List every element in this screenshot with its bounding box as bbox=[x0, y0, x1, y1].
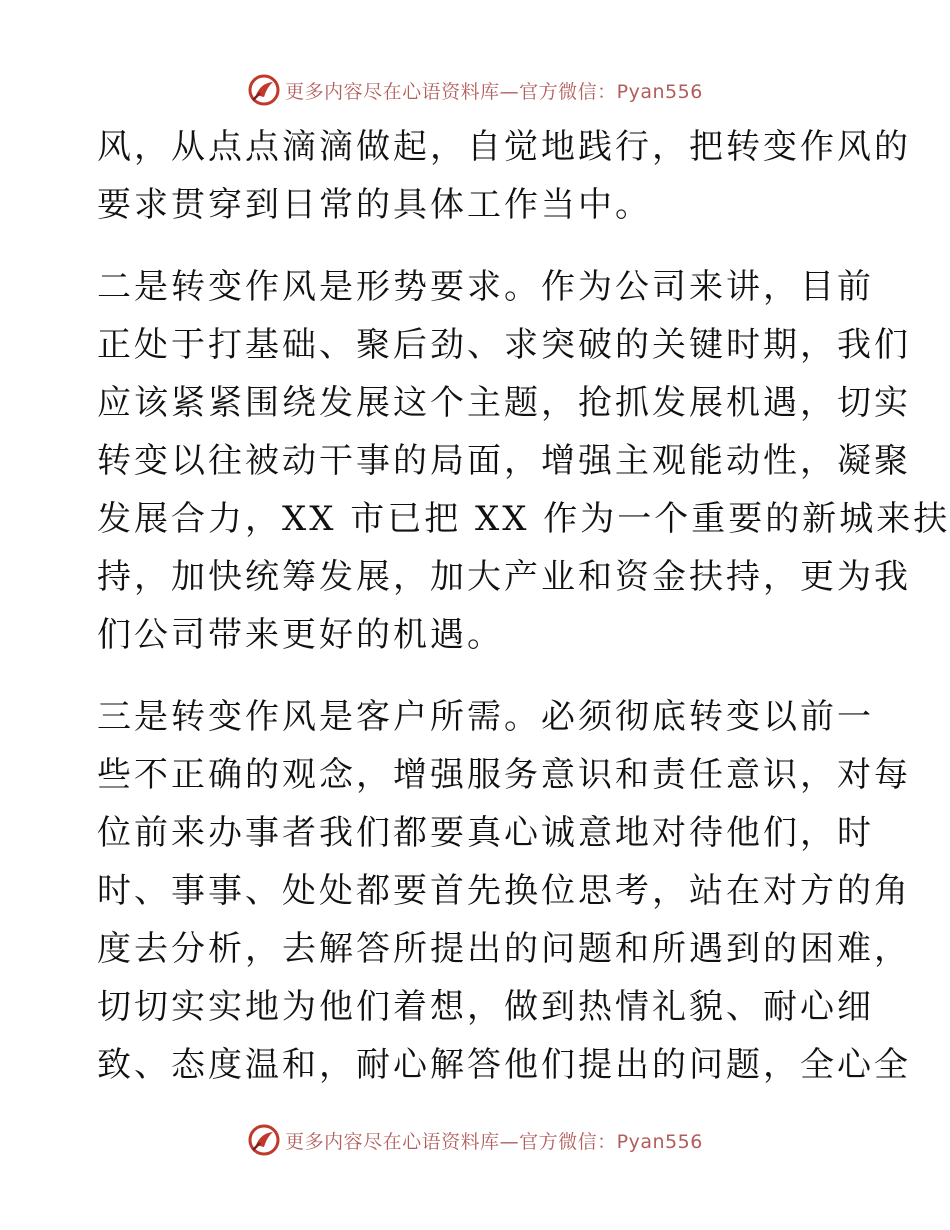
text-line: 致、态度温和，耐心解答他们提出的问题，全心全 bbox=[97, 1045, 911, 1085]
text-line: 三是转变作风是客户所需。必须彻底转变以前一 bbox=[97, 697, 874, 737]
paragraph-2 bbox=[97, 258, 950, 664]
logo-icon bbox=[247, 73, 281, 107]
paragraph-3 bbox=[97, 688, 911, 1094]
text-line: 时、事事、处处都要首先换位思考，站在对方的角 bbox=[97, 871, 911, 911]
header-banner-text: 更多内容尽在心语资料库—官方微信：Pyan556 bbox=[285, 80, 703, 103]
text-line: 风，从点点滴滴做起，自觉地践行，把转变作风的 bbox=[97, 127, 911, 167]
header-banner bbox=[0, 70, 950, 110]
text-line: 位前来办事者我们都要真心诚意地对待他们，时 bbox=[97, 813, 874, 853]
logo-icon bbox=[247, 1123, 281, 1157]
body-text bbox=[97, 118, 950, 1094]
text-line: 度去分析，去解答所提出的问题和所遇到的困难， bbox=[97, 929, 911, 969]
text-line: 正处于打基础、聚后劲、求突破的关键时期，我们 bbox=[97, 325, 911, 365]
paragraph-1 bbox=[97, 118, 911, 234]
text-line: 持，加快统筹发展，加大产业和资金扶持，更为我 bbox=[97, 557, 911, 597]
text-line: 些不正确的观念，增强服务意识和责任意识，对每 bbox=[97, 755, 911, 795]
footer-banner bbox=[0, 1120, 950, 1160]
text-line: 要求贯穿到日常的具体工作当中。 bbox=[97, 185, 652, 225]
footer-banner-text: 更多内容尽在心语资料库—官方微信：Pyan556 bbox=[285, 1130, 703, 1153]
text-line: 发展合力，XX 市已把 XX 作为一个重要的新城来扶 bbox=[97, 499, 950, 539]
text-line: 切切实实地为他们着想，做到热情礼貌、耐心细 bbox=[97, 987, 874, 1027]
text-line: 转变以往被动干事的局面，增强主观能动性，凝聚 bbox=[97, 441, 911, 481]
text-line: 们公司带来更好的机遇。 bbox=[97, 615, 504, 655]
text-line: 应该紧紧围绕发展这个主题，抢抓发展机遇，切实 bbox=[97, 383, 911, 423]
text-line: 二是转变作风是形势要求。作为公司来讲，目前 bbox=[97, 267, 874, 307]
